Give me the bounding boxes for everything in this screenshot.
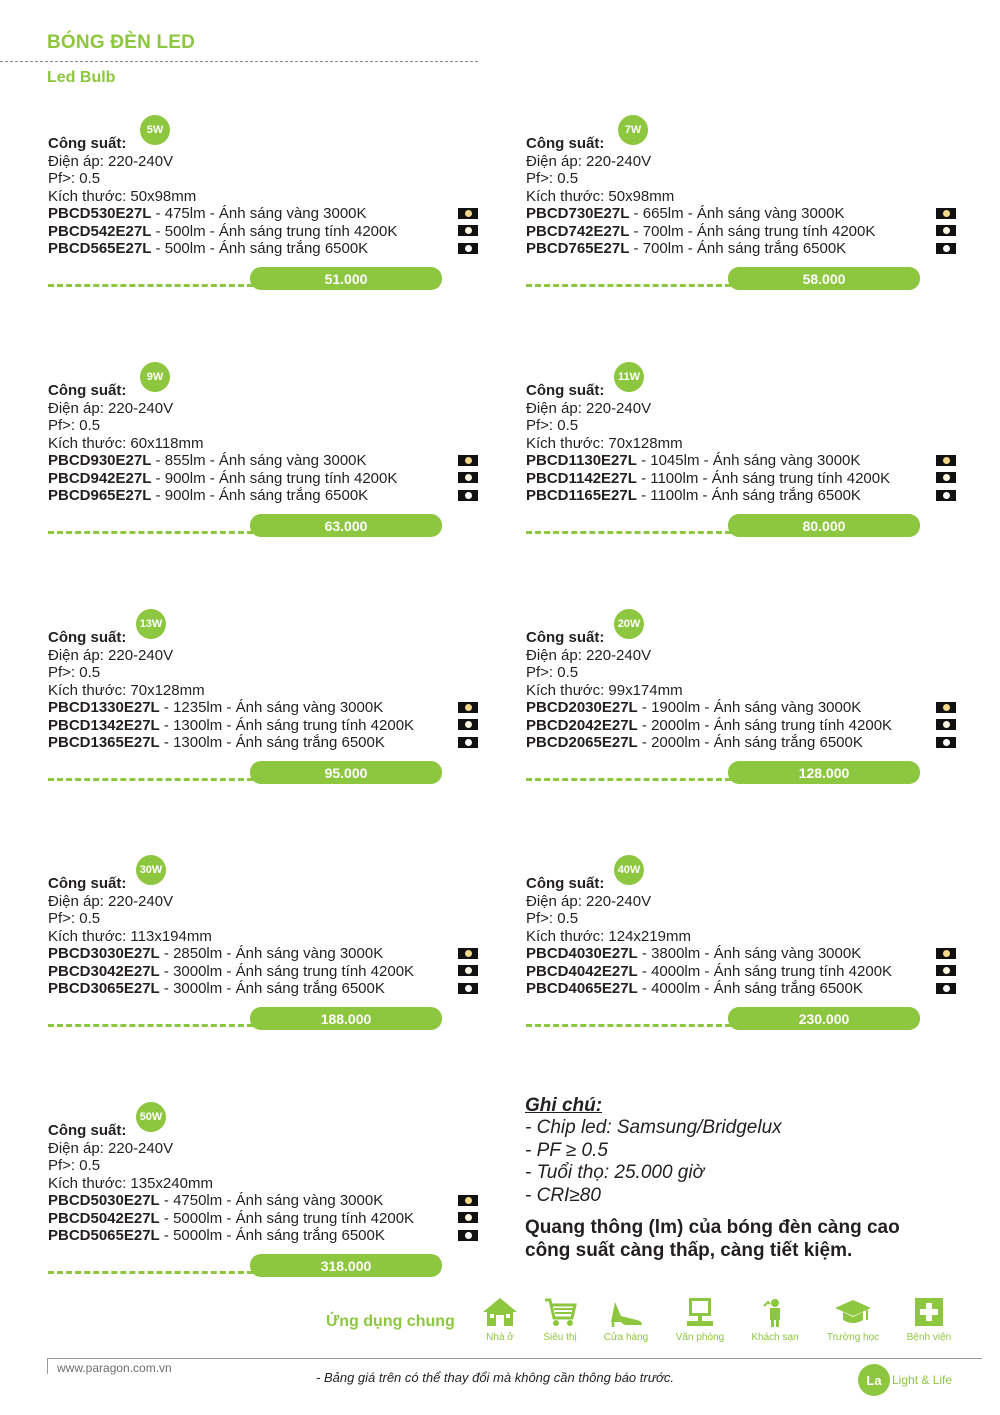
power-badge: 13W [136, 609, 166, 639]
power-factor-spec: Pf>: 0.5 [48, 664, 101, 681]
power-factor-spec: Pf>: 0.5 [526, 170, 579, 187]
variant-row [48, 1210, 414, 1228]
brand-text: Light & Life [892, 1373, 953, 1387]
power-label: Công suất: [526, 135, 605, 152]
light-color-dot [943, 704, 950, 711]
footer-divider [47, 1358, 982, 1359]
product-block [526, 864, 966, 1035]
variant-row [48, 717, 414, 735]
variant-row [48, 1227, 385, 1245]
note-item: - CRI≥80 [525, 1184, 601, 1206]
variant-code: PBCD965E27L [48, 487, 152, 504]
power-factor-spec: Pf>: 0.5 [48, 1157, 101, 1174]
page-subtitle: Led Bulb [47, 69, 116, 86]
dotted-leader [48, 778, 253, 781]
dotted-leader [48, 1024, 253, 1027]
light-color-dot [943, 245, 950, 252]
light-color-swatch [458, 243, 478, 254]
dotted-leader [526, 778, 731, 781]
light-color-swatch [458, 948, 478, 959]
variant-row [526, 963, 892, 981]
light-color-swatch [458, 702, 478, 713]
page-title: BÓNG ĐÈN LED [47, 32, 196, 53]
high-heel-icon [607, 1296, 645, 1328]
light-color-dot [465, 1197, 472, 1204]
product-block [48, 864, 488, 1035]
dotted-leader [48, 284, 253, 287]
variant-row [526, 980, 863, 998]
app-store [591, 1296, 661, 1343]
power-label: Công suất: [526, 875, 605, 892]
variant-row [526, 223, 875, 241]
light-color-swatch [936, 702, 956, 713]
variant-description: - 1045lm - Ánh sáng vàng 3000K [636, 452, 861, 469]
dimension-spec: Kích thước: 50x98mm [48, 187, 197, 205]
light-color-swatch [458, 225, 478, 236]
variant-row [48, 470, 397, 488]
variant-description: - 1235lm - Ánh sáng vàng 3000K [159, 699, 384, 716]
power-badge: 7W [618, 115, 648, 145]
light-color-swatch [458, 719, 478, 730]
light-color-dot [943, 457, 950, 464]
light-color-dot [465, 950, 472, 957]
light-color-swatch [458, 1212, 478, 1223]
power-factor-spec: Pf>: 0.5 [48, 910, 101, 927]
footer-divider-tick [47, 1358, 48, 1374]
variant-code: PBCD4042E27L [526, 962, 638, 980]
voltage-spec: Điện áp: 220-240V [48, 152, 174, 170]
light-color-swatch [936, 455, 956, 466]
dotted-leader [526, 531, 731, 534]
variant-code: PBCD730E27L [526, 205, 630, 222]
light-color-dot [943, 721, 950, 728]
light-color-swatch [458, 965, 478, 976]
bellboy-icon [756, 1296, 794, 1328]
variant-description: - 1100lm - Ánh sáng trung tính 4200K [636, 469, 891, 487]
lumen-highlight-line: công suất càng thấp, càng tiết kiệm. [525, 1239, 853, 1261]
voltage-spec: Điện áp: 220-240V [526, 892, 652, 910]
dotted-leader [48, 531, 253, 534]
product-block [48, 124, 488, 295]
variant-code: PBCD2065E27L [526, 734, 638, 751]
app-supermarket [525, 1296, 595, 1343]
notes-block [525, 1095, 965, 1262]
light-color-swatch [458, 1230, 478, 1241]
power-factor-spec: Pf>: 0.5 [526, 417, 579, 434]
price-tag: 51.000 [250, 267, 442, 290]
variant-code: PBCD565E27L [48, 240, 152, 257]
voltage-spec: Điện áp: 220-240V [48, 1139, 174, 1157]
variant-code: PBCD1365E27L [48, 734, 160, 751]
note-item: - PF ≥ 0.5 [525, 1139, 608, 1161]
variant-description: - 3000lm - Ánh sáng trắng 6500K [159, 980, 385, 997]
light-color-swatch [458, 1195, 478, 1206]
variant-description: - 1300lm - Ánh sáng trung tính 4200K [159, 716, 415, 734]
graduation-cap-icon [833, 1296, 873, 1328]
light-color-dot [943, 985, 950, 992]
voltage-spec: Điện áp: 220-240V [526, 646, 652, 664]
variant-code: PBCD3042E27L [48, 962, 160, 980]
power-badge: 30W [136, 855, 166, 885]
price-tag: 95.000 [250, 761, 442, 784]
light-color-swatch [458, 737, 478, 748]
variant-description: - 700lm - Ánh sáng trung tính 4200K [629, 222, 876, 240]
app-label: Cửa hàng [603, 1332, 649, 1343]
app-school [818, 1296, 888, 1343]
power-label: Công suất: [48, 875, 127, 892]
app-office [665, 1296, 735, 1343]
variant-description: - 1100lm - Ánh sáng trắng 6500K [636, 487, 861, 504]
variant-code: PBCD4065E27L [526, 980, 638, 997]
variant-code: PBCD1130E27L [526, 452, 637, 469]
power-badge: 50W [136, 1102, 166, 1132]
note-item: - Chip led: Samsung/Bridgelux [525, 1117, 782, 1138]
light-color-dot [465, 967, 472, 974]
dotted-leader [48, 1271, 253, 1274]
light-color-dot [943, 474, 950, 481]
light-color-dot [465, 739, 472, 746]
app-label: Khách sạn [751, 1332, 799, 1343]
light-color-dot [943, 210, 950, 217]
light-color-swatch [458, 983, 478, 994]
variant-row [48, 699, 383, 717]
light-color-dot [465, 492, 472, 499]
voltage-spec: Điện áp: 220-240V [48, 646, 174, 664]
variant-description: - 5000lm - Ánh sáng trung tính 4200K [159, 1209, 415, 1227]
variant-code: PBCD5030E27L [48, 1192, 160, 1209]
variant-row [48, 240, 368, 258]
light-color-dot [943, 492, 950, 499]
variant-code: PBCD1165E27L [526, 487, 637, 504]
product-block [48, 371, 488, 542]
light-color-dot [465, 245, 472, 252]
price-tag: 188.000 [250, 1007, 442, 1030]
price-tag: 58.000 [728, 267, 920, 290]
power-label: Công suất: [48, 629, 127, 646]
variant-description: - 475lm - Ánh sáng vàng 3000K [151, 205, 367, 222]
price-tag: 230.000 [728, 1007, 920, 1030]
light-color-swatch [936, 719, 956, 730]
dimension-spec: Kích thước: 113x194mm [48, 927, 212, 945]
light-color-swatch [936, 948, 956, 959]
app-hotel [740, 1296, 810, 1343]
variant-row [526, 487, 861, 505]
variant-code: PBCD2042E27L [526, 716, 638, 734]
dimension-spec: Kích thước: 99x174mm [526, 681, 683, 699]
variant-code: PBCD5042E27L [48, 1209, 160, 1227]
variant-row [526, 945, 861, 963]
power-factor-spec: Pf>: 0.5 [526, 910, 579, 927]
light-color-dot [465, 704, 472, 711]
variant-description: - 4000lm - Ánh sáng trắng 6500K [637, 980, 863, 997]
app-label: Trường học [826, 1332, 880, 1343]
variant-row [48, 487, 368, 505]
variant-description: - 700lm - Ánh sáng trắng 6500K [629, 240, 847, 257]
variant-code: PBCD3030E27L [48, 945, 160, 962]
variant-code: PBCD942E27L [48, 469, 152, 487]
variant-row [48, 452, 367, 470]
light-color-dot [465, 457, 472, 464]
dimension-spec: Kích thước: 50x98mm [526, 187, 675, 205]
variant-code: PBCD742E27L [526, 222, 630, 240]
variant-code: PBCD930E27L [48, 452, 152, 469]
power-label: Công suất: [48, 382, 127, 399]
variant-description: - 2000lm - Ánh sáng trắng 6500K [637, 734, 863, 751]
lumen-highlight [525, 1217, 965, 1262]
power-label: Công suất: [526, 382, 605, 399]
variant-description: - 5000lm - Ánh sáng trắng 6500K [159, 1227, 385, 1244]
product-block [48, 618, 488, 789]
variant-description: - 500lm - Ánh sáng trắng 6500K [151, 240, 369, 257]
lumen-highlight-line: Quang thông (lm) của bóng đèn càng cao [525, 1217, 900, 1238]
light-color-swatch [458, 472, 478, 483]
power-badge: 20W [614, 609, 644, 639]
app-hospital [894, 1296, 964, 1343]
voltage-spec: Điện áp: 220-240V [526, 399, 652, 417]
light-color-dot [465, 1232, 472, 1239]
power-badge: 40W [614, 855, 644, 885]
light-color-swatch [936, 225, 956, 236]
power-label: Công suất: [526, 629, 605, 646]
price-tag: 318.000 [250, 1254, 442, 1277]
variant-row [526, 452, 860, 470]
variant-description: - 1900lm - Ánh sáng vàng 3000K [637, 699, 862, 716]
app-label: Văn phòng [675, 1332, 725, 1343]
light-color-swatch [936, 965, 956, 976]
light-color-swatch [458, 490, 478, 501]
light-color-dot [465, 210, 472, 217]
light-color-swatch [458, 208, 478, 219]
variant-code: PBCD530E27L [48, 205, 152, 222]
price-tag: 128.000 [728, 761, 920, 784]
product-block [526, 618, 966, 789]
variant-row [48, 980, 385, 998]
light-color-dot [943, 967, 950, 974]
variant-description: - 900lm - Ánh sáng trung tính 4200K [151, 469, 398, 487]
variant-description: - 500lm - Ánh sáng trung tính 4200K [151, 222, 398, 240]
medical-cross-icon [913, 1296, 945, 1328]
light-color-swatch [936, 472, 956, 483]
voltage-spec: Điện áp: 220-240V [48, 399, 174, 417]
brand-logo [858, 1364, 952, 1396]
light-color-dot [943, 739, 950, 746]
variant-row [48, 734, 385, 752]
price-tag: 80.000 [728, 514, 920, 537]
variant-code: PBCD2030E27L [526, 699, 638, 716]
light-color-swatch [458, 455, 478, 466]
dimension-spec: Kích thước: 135x240mm [48, 1174, 213, 1192]
power-label: Công suất: [48, 1122, 127, 1139]
house-icon [481, 1296, 519, 1328]
dotted-leader [526, 284, 731, 287]
variant-code: PBCD542E27L [48, 222, 152, 240]
power-factor-spec: Pf>: 0.5 [48, 170, 101, 187]
variant-description: - 3800lm - Ánh sáng vàng 3000K [637, 945, 862, 962]
light-color-dot [465, 227, 472, 234]
dimension-spec: Kích thước: 70x128mm [526, 434, 683, 452]
power-badge: 9W [140, 362, 170, 392]
variant-description: - 900lm - Ánh sáng trắng 6500K [151, 487, 369, 504]
light-color-swatch [936, 490, 956, 501]
light-color-dot [465, 1214, 472, 1221]
notes-title: Ghi chú: [525, 1095, 603, 1116]
variant-code: PBCD3065E27L [48, 980, 160, 997]
power-factor-spec: Pf>: 0.5 [48, 417, 101, 434]
variant-code: PBCD1342E27L [48, 716, 160, 734]
light-color-swatch [936, 243, 956, 254]
light-color-dot [943, 227, 950, 234]
dimension-spec: Kích thước: 60x118mm [48, 434, 204, 452]
cart-icon [541, 1296, 579, 1328]
variant-code: PBCD4030E27L [526, 945, 638, 962]
power-badge: 11W [614, 362, 644, 392]
product-block [526, 371, 966, 542]
light-color-dot [465, 721, 472, 728]
variant-row [526, 699, 861, 717]
office-icon [681, 1296, 719, 1328]
variant-code: PBCD1142E27L [526, 469, 637, 487]
variant-row [526, 717, 892, 735]
dimension-spec: Kích thước: 124x219mm [526, 927, 691, 945]
brand-mark: La [858, 1364, 890, 1396]
voltage-spec: Điện áp: 220-240V [526, 152, 652, 170]
price-disclaimer: - Bảng giá trên có thể thay đổi mà không cần thông báo trước. [316, 1370, 674, 1385]
variant-code: PBCD5065E27L [48, 1227, 160, 1244]
variant-row [48, 223, 397, 241]
app-label: Nhà ở [486, 1332, 514, 1343]
power-label: Công suất: [48, 135, 127, 152]
variant-code: PBCD1330E27L [48, 699, 160, 716]
variant-description: - 4750lm - Ánh sáng vàng 3000K [159, 1192, 384, 1209]
variant-row [526, 240, 846, 258]
variant-description: - 1300lm - Ánh sáng trắng 6500K [159, 734, 385, 751]
applications-label: Ứng dụng chung [326, 1313, 455, 1330]
variant-row [526, 205, 845, 223]
variant-code: PBCD765E27L [526, 240, 630, 257]
app-label: Siêu thị [543, 1332, 577, 1343]
dotted-leader [526, 1024, 731, 1027]
dimension-spec: Kích thước: 70x128mm [48, 681, 205, 699]
variant-description: - 2000lm - Ánh sáng trung tính 4200K [637, 716, 893, 734]
light-color-dot [943, 950, 950, 957]
variant-description: - 665lm - Ánh sáng vàng 3000K [629, 205, 845, 222]
variant-row [48, 205, 367, 223]
title-divider [0, 61, 478, 62]
variant-row [48, 1192, 383, 1210]
light-color-swatch [936, 737, 956, 748]
light-color-swatch [936, 208, 956, 219]
power-badge: 5W [140, 115, 170, 145]
website-url: www.paragon.com.vn [57, 1361, 172, 1375]
variant-row [48, 963, 414, 981]
variant-description: - 4000lm - Ánh sáng trung tính 4200K [637, 962, 893, 980]
light-color-dot [465, 985, 472, 992]
light-color-swatch [936, 983, 956, 994]
variant-row [526, 470, 890, 488]
variant-row [48, 945, 383, 963]
note-item: - Tuổi thọ: 25.000 giờ [525, 1162, 705, 1183]
voltage-spec: Điện áp: 220-240V [48, 892, 174, 910]
variant-description: - 3000lm - Ánh sáng trung tính 4200K [159, 962, 415, 980]
price-tag: 63.000 [250, 514, 442, 537]
light-color-dot [465, 474, 472, 481]
variant-description: - 855lm - Ánh sáng vàng 3000K [151, 452, 367, 469]
variant-description: - 2850lm - Ánh sáng vàng 3000K [159, 945, 384, 962]
variant-row [526, 734, 863, 752]
product-block [526, 124, 966, 295]
app-label: Bệnh viện [906, 1332, 952, 1343]
product-block [48, 1111, 488, 1282]
power-factor-spec: Pf>: 0.5 [526, 664, 579, 681]
